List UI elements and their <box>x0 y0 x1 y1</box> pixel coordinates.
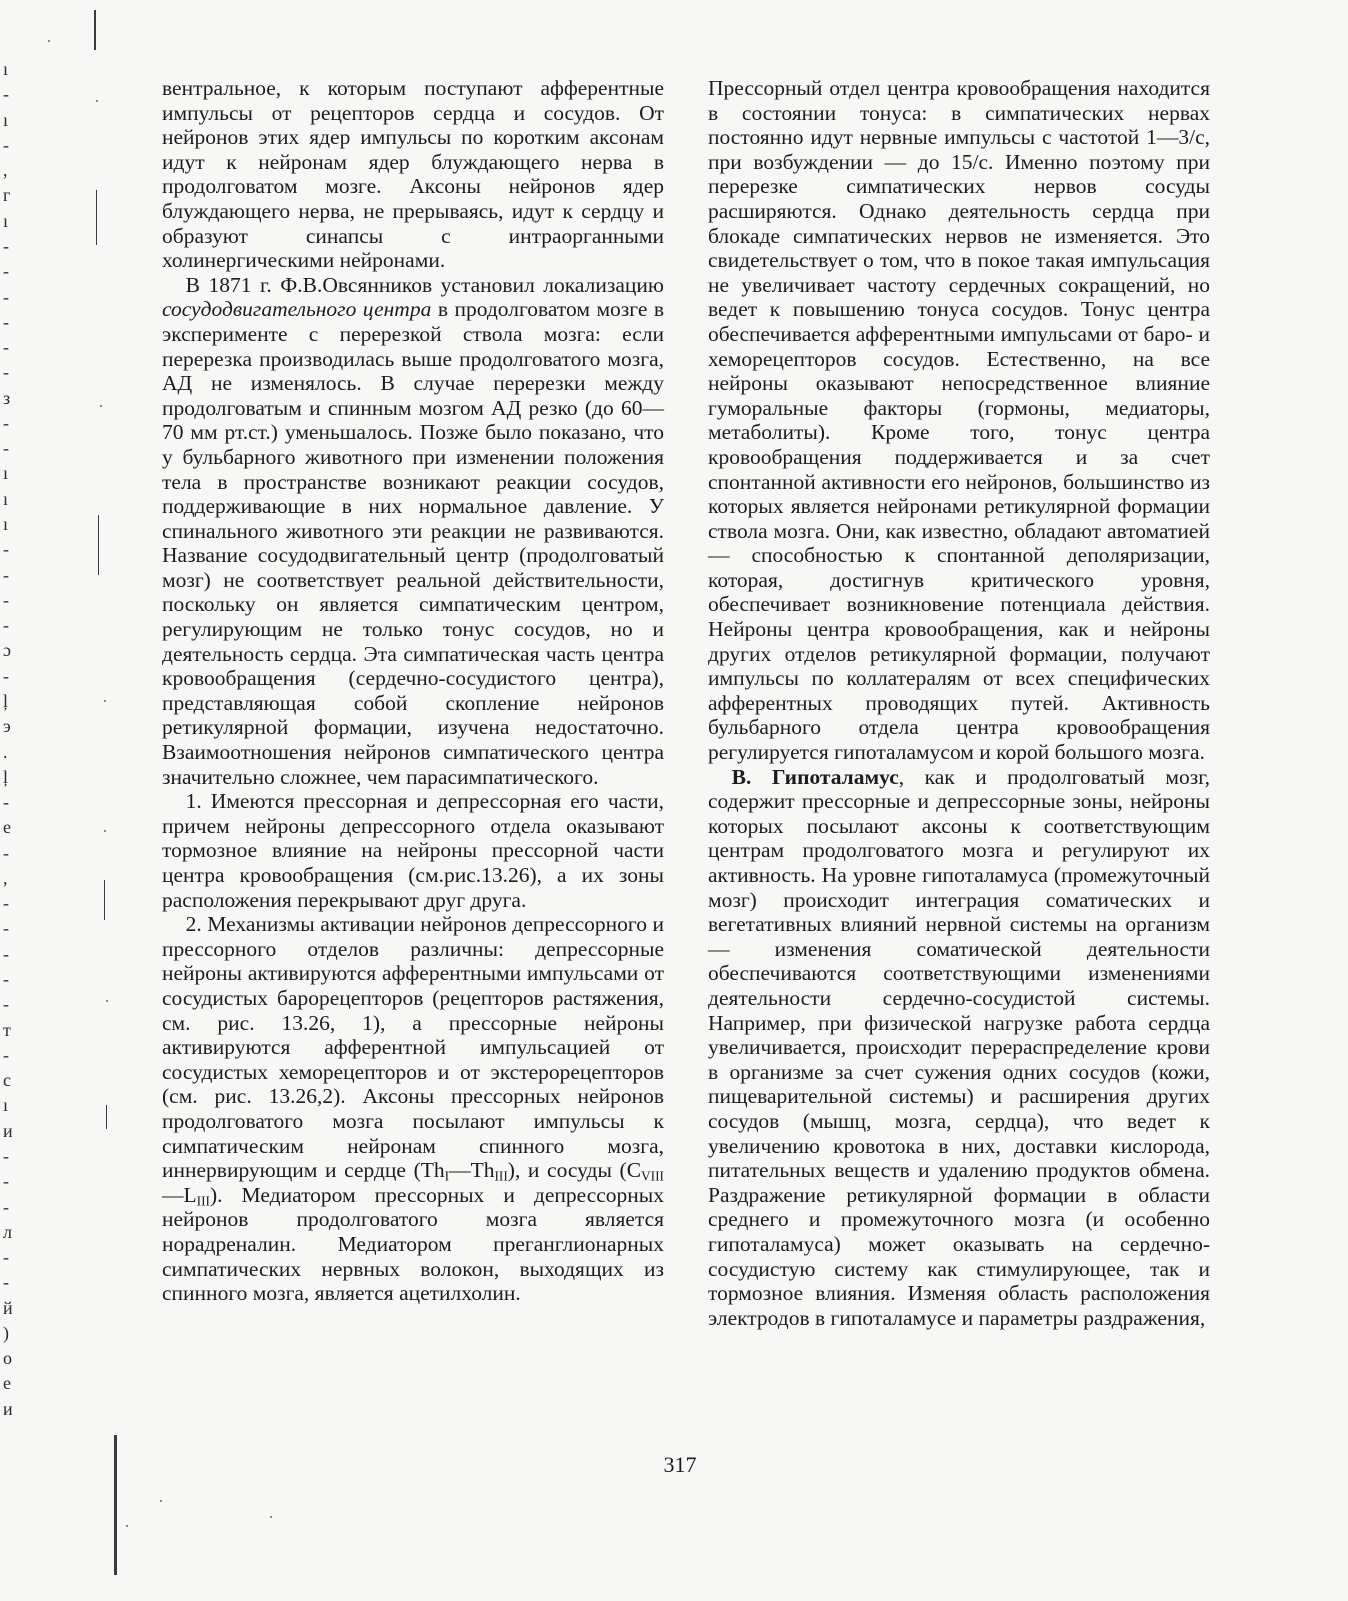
item2-text-b: ), и сосуды (C <box>507 1158 642 1183</box>
scan-speck-9 <box>270 1516 272 1518</box>
margin-fragment: ı <box>3 463 9 483</box>
scan-mark-left-3 <box>104 880 105 920</box>
vasomotor-center-term: сосудодвигательного центра <box>162 297 432 322</box>
scan-mark-left-1 <box>96 190 97 245</box>
scan-mark-bottom <box>114 1435 117 1575</box>
margin-fragment: ı <box>3 211 9 231</box>
item2-dash-2: —L <box>162 1182 197 1207</box>
item2-dash-1: —Th <box>449 1158 495 1183</box>
subscript-l-3: III <box>196 1193 210 1209</box>
margin-fragment: - <box>3 438 9 458</box>
scan-speck-8 <box>126 1525 128 1527</box>
margin-fragment: - <box>3 287 9 307</box>
margin-fragment: - <box>3 792 9 812</box>
scan-mark-top <box>94 10 96 50</box>
margin-fragment: - <box>3 236 9 256</box>
margin-fragment: - <box>3 565 9 585</box>
scan-margin-fragments <box>0 60 30 1440</box>
scan-speck-6 <box>106 1000 108 1002</box>
scan-speck-1 <box>48 40 50 42</box>
margin-fragment: и <box>3 1121 13 1141</box>
margin-fragment: - <box>3 1146 9 1166</box>
margin-fragment: - <box>3 135 9 155</box>
left-paragraph-ovsyannikov <box>162 273 664 789</box>
list-item-2 <box>162 912 664 1306</box>
margin-fragment: - <box>3 666 9 686</box>
margin-fragment: ɔ <box>3 640 11 660</box>
margin-fragment: - <box>3 944 9 964</box>
right-paragraph-hypothalamus <box>708 765 1210 1331</box>
margin-fragment: ) <box>3 1323 9 1343</box>
margin-fragment: - <box>3 261 9 281</box>
margin-fragment: ı <box>3 514 9 534</box>
margin-fragment: ļ <box>3 691 9 711</box>
margin-fragment: - <box>3 615 9 635</box>
subscript-th-1: I <box>444 1168 450 1184</box>
margin-fragment: э <box>3 716 11 736</box>
subscript-th-3: III <box>494 1168 508 1184</box>
left-paragraph-continued: вентральное, к которым поступают афферентные импульсы от рецепторов сердца и сосудов. От нейронов этих ядер импульсы по коротким аксонам идут к нейронам ядер блуждающего нерва в продолговатом мозге. Аксоны нейронов ядер блуждающего нерва, не прерываясь, идут к сердцу и образуют синапсы с интраорганными холинергическими нейронами. <box>162 76 664 273</box>
margin-fragment: с <box>3 1070 11 1090</box>
margin-fragment: - <box>3 337 9 357</box>
right-column <box>708 76 1210 1330</box>
margin-fragment: и <box>3 1399 13 1419</box>
margin-fragment: ı <box>3 59 9 79</box>
margin-fragment: ı <box>3 1095 9 1115</box>
margin-fragment: - <box>3 893 9 913</box>
ovsyannikov-text-rest: в продолговатом мозге в эксперименте с перерезкой ствола мозга: если перерезка производилась выше продолговатого мозга, АД не изменялось. В случае перерезки между продолговатым и спинным мозгом АД резко (до 60—70 мм рт.ст.) уменьшалось. Позже было показано, что у бульбарного животного при изменении положения тела в пространстве возникают реакции сосудов, поддерживающие в них нормальное давление. У спинального животного эти реакции не развиваются. Название сосудодвигательный центр (продолговатый мозг) не соответствует реальной действительности, поскольку он является симпатическим центром, регулирующим не только тонус сосудов, но и деятельность сердца. Эта симпатическая часть центра кровообращения (сердечно-сосудистого центра), представляющая собой скопление нейронов ретикулярной формации, изучена недостаточно. Взаимоотношения нейронов симпатического центра значительно сложнее, чем парасимпатического. <box>162 297 665 789</box>
scan-speck-4 <box>104 700 106 702</box>
margin-fragment: л <box>3 1222 12 1242</box>
item2-text-c: ). Медиатором прессорных и депрессорных нейронов продолговатого мозга является норадреналин. Медиатором преганглионарных симпатических нервных волокон, выходящих из спинного мозга, является ацетилхолин. <box>162 1182 664 1306</box>
margin-fragment: т <box>3 1020 11 1040</box>
right-paragraph-pressor-tone: Прессорный отдел центра кровообращения находится в состоянии тонуса: в симпатических нервах постоянно идут нервные импульсы с частотой 1—3/с, при возбуждении — до 15/с. Именно поэтому при перерезке симпатических нервов сосуды расширяются. Однако деятельность сердца при блокаде симпатических нервов не изменяется. Это свидетельствует о том, что в покое такая импульсация не увеличивает частоту сердечных сокращений, но ведет к повышению тонуса сосудов. Тонус центра обеспечивается афферентными импульсами от баро- и хеморецепторов сосудов. Естественно, на все нейроны оказывают непосредственное влияние гуморальные факторы (гормоны, медиаторы, метаболиты). Кроме того, тонус центра кровообращения поддерживается и за счет спонтанной активности его нейронов, большинство из которых является нейронами ретикулярной формации ствола мозга. Они, как известно, обладают автоматией — способностью к спонтанной деполяризации, которая, достигнув критического уровня, обеспечивает возникновение потенциала действия. Нейроны центра кровообращения, как и нейроны других отделов ретикулярной формации, получают импульсы по коллатералям от всех специфических афферентных проводящих путей. Активность бульбарного отдела центра кровообращения регулируется гипоталамусом и корой большого мозга. <box>708 76 1210 765</box>
margin-fragment: - <box>3 1171 9 1191</box>
left-column <box>162 76 664 1306</box>
margin-fragment: - <box>3 969 9 989</box>
item2-text-a: 2. Механизмы активации нейронов депрессорного и прессорного отделов различны: депрессорные нейроны активируются афферентными импульсами от сосудистых барорецепторов (рецепторов растяжения, см. рис. 13.26, 1), а прессорные нейроны активируются афферентной импульсацией от сосудистых хеморецепторов и от экстерорецепторов (см. рис. 13.26,2). Аксоны прессорных нейронов продолговатого мозга посылают импульсы к симпатическим нейронам спинного мозга, иннервирующим и сердце (Th <box>162 912 664 1183</box>
margin-fragment: - <box>3 843 9 863</box>
margin-fragment: - <box>3 362 9 382</box>
margin-fragment: - <box>3 918 9 938</box>
margin-fragment: ı <box>3 489 9 509</box>
page-number: 317 <box>663 1452 697 1477</box>
ovsyannikov-text-start: В 1871 г. Ф.В.Овсянников установил локализацию <box>185 272 664 297</box>
margin-fragment: - <box>3 994 9 1014</box>
margin-fragment: й <box>3 1298 13 1318</box>
margin-fragment: . <box>3 742 8 762</box>
margin-fragment: з <box>3 388 11 408</box>
scan-mark-left-2 <box>98 515 99 575</box>
scan-speck-3 <box>100 405 102 407</box>
margin-fragment: - <box>3 84 9 104</box>
margin-fragment: е <box>3 817 11 837</box>
margin-fragment: , <box>3 868 8 888</box>
scan-speck-2 <box>96 100 98 102</box>
margin-fragment: - <box>3 539 9 559</box>
margin-fragment: - <box>3 312 9 332</box>
margin-fragment: - <box>3 590 9 610</box>
margin-fragment: ļ <box>3 767 9 787</box>
margin-fragment: - <box>3 1272 9 1292</box>
hypothalamus-heading: В. Гипоталамус <box>731 764 899 789</box>
subscript-c-8: VIII <box>641 1168 664 1184</box>
margin-fragment: е <box>3 1373 11 1393</box>
scan-speck-5 <box>104 830 106 832</box>
margin-fragment: о <box>3 1348 12 1368</box>
list-item-1: 1. Имеются прессорная и депрессорная его части, причем нейроны депрессорного отдела оказывают тормозное влияние на нейроны прессорной части центра кровообращения (см.рис.13.26), а их зоны расположения перекрывают друг друга. <box>162 789 664 912</box>
margin-fragment: ı <box>3 110 9 130</box>
margin-fragment: - <box>3 1197 9 1217</box>
margin-fragment: г <box>3 185 11 205</box>
margin-fragment: - <box>3 413 9 433</box>
margin-fragment: , <box>3 160 8 180</box>
hypothalamus-text: , как и продолговатый мозг, содержит прессорные и депрессорные зоны, нейроны которых посылают аксоны к соответствующим центрам продолговатого мозга и регулируют их активность. На уровне гипоталамуса (промежуточный мозг) происходит интеграция соматических и вегетативных влияний нервной системы на организм — изменения соматической деятельности обеспечиваются соответствующими изменениями деятельности сердечно-сосудистой системы. Например, при физической нагрузке работа сердца увеличивается, происходит перераспределение крови в организме за счет сужения одних сосудов (кожи, пищеварительной системы) и расширения других сосудов (мышц, мозга, сердца), что ведет к увеличению кровотока в них, доставки кислорода, питательных веществ и удалению продуктов обмена. Раздражение ретикулярной формации в области среднего и промежуточного мозга (и особенно гипоталамуса) может оказывать на сердечно-сосудистую систему как стимулирующее, так и тормозное влияния. Изменяя область расположения электродов в гипоталамусе и параметры раздражения, <box>708 764 1210 1330</box>
scan-speck-7 <box>160 1500 162 1502</box>
margin-fragment: - <box>3 1045 9 1065</box>
margin-fragment: - <box>3 1247 9 1267</box>
scan-mark-left-4 <box>106 1105 107 1129</box>
